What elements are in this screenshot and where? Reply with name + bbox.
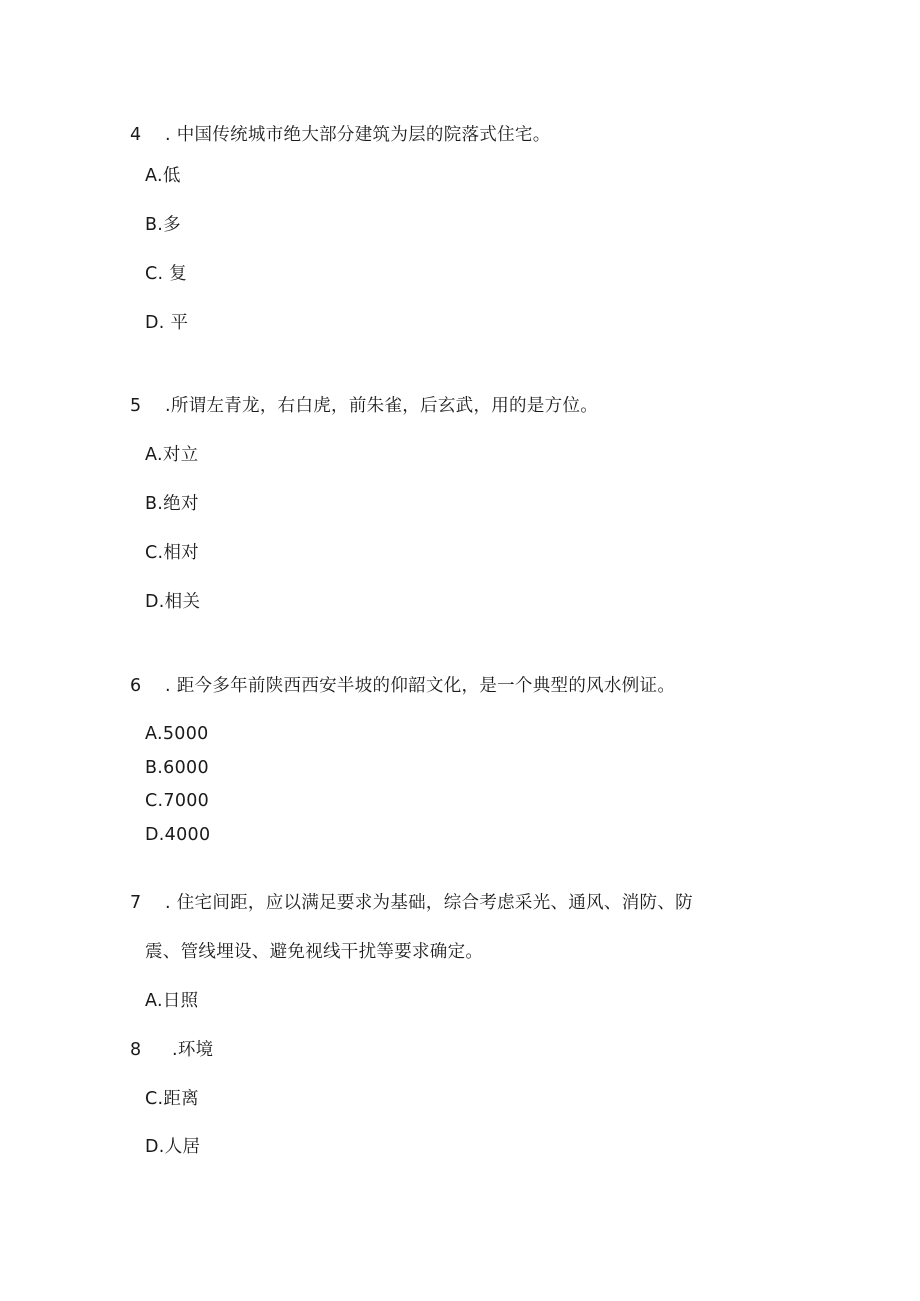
option-label: D. 平 bbox=[145, 313, 189, 333]
option-label: C. 复 bbox=[145, 264, 188, 284]
option-label: B.6000 bbox=[145, 758, 209, 778]
question-number: 6 bbox=[130, 676, 142, 696]
question-text: .环境 bbox=[172, 1040, 214, 1060]
option-label: A.低 bbox=[145, 166, 181, 186]
question-number: 5 bbox=[130, 396, 142, 416]
question-number: 7 bbox=[130, 893, 142, 913]
option-label: D.人居 bbox=[145, 1137, 201, 1157]
option-label: C.7000 bbox=[145, 791, 210, 811]
option-label: C.相对 bbox=[145, 543, 199, 563]
option-label: D.4000 bbox=[145, 825, 211, 845]
option-label: A.对立 bbox=[145, 445, 199, 465]
option-label: B.绝对 bbox=[145, 494, 199, 514]
question-text: . 住宅间距，应以满足要求为基础，综合考虑采光、通风、消防、防 bbox=[165, 893, 693, 913]
question-text: . 距今多年前陕西西安半坡的仰韶文化，是一个典型的风水例证。 bbox=[165, 676, 676, 696]
question-text: .所谓左青龙，右白虎，前朱雀，后玄武，用的是方位。 bbox=[165, 396, 599, 416]
option-label: B.多 bbox=[145, 215, 181, 235]
question-text-continuation: 震、管线埋设、避免视线干扰等要求确定。 bbox=[145, 942, 484, 962]
option-label: C.距离 bbox=[145, 1089, 199, 1109]
question-number: 4 bbox=[130, 125, 142, 145]
question-number: 8 bbox=[130, 1040, 142, 1060]
option-label: D.相关 bbox=[145, 592, 201, 612]
option-label: A.5000 bbox=[145, 724, 209, 744]
option-label: A.日照 bbox=[145, 991, 199, 1011]
question-text: . 中国传统城市绝大部分建筑为层的院落式住宅。 bbox=[165, 125, 551, 145]
